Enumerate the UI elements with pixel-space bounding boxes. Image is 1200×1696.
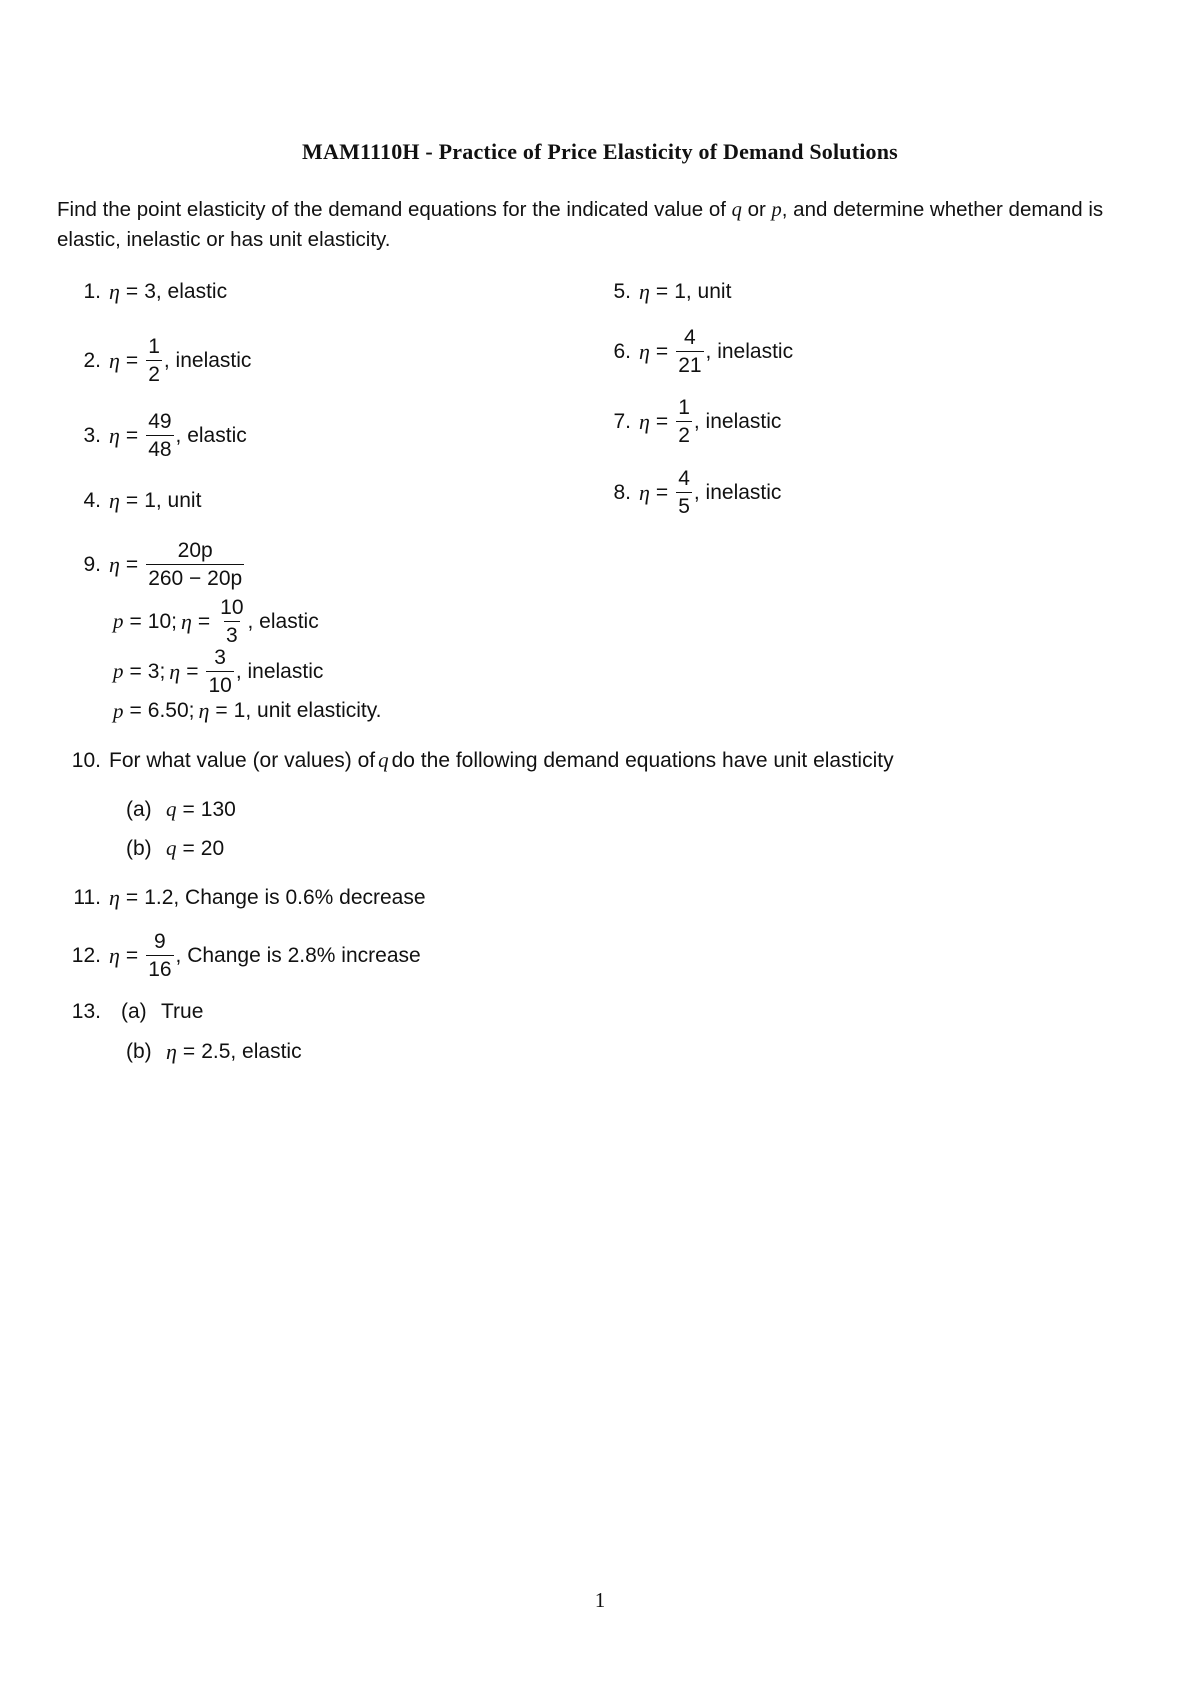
fraction <box>206 647 233 696</box>
answer-number: 11. <box>73 886 101 909</box>
answer-value: 2.5 <box>201 1040 231 1063</box>
fraction <box>218 597 245 646</box>
answer-number: 13. <box>71 1000 101 1023</box>
var-p: p <box>113 659 124 683</box>
eta-symbol: η <box>166 1039 177 1064</box>
answer-result: , Change is 0.6% decrease <box>173 886 426 909</box>
denominator: 48 <box>146 435 173 460</box>
p-value: 6.50; <box>147 699 195 722</box>
answer-13 <box>46 1000 203 1024</box>
sub-label: (b) <box>126 1040 152 1063</box>
numerator: 1 <box>148 335 160 358</box>
equals-sign: = <box>129 659 142 683</box>
denominator: 21 <box>676 351 703 376</box>
answer-result: , inelastic <box>693 480 782 504</box>
eta-symbol: η <box>180 608 192 634</box>
answer-result: , unit elasticity. <box>245 699 382 722</box>
numerator: 9 <box>154 930 166 953</box>
eta-symbol: η <box>109 347 120 373</box>
sub-label: (a) <box>121 1000 147 1023</box>
answer-result: , inelastic <box>705 339 794 363</box>
answer-value: 20 <box>200 836 225 860</box>
var-q: q <box>378 748 389 772</box>
var-p: p <box>113 698 124 723</box>
answer-value: 1 <box>233 699 246 722</box>
answer-number: 10. <box>71 748 101 772</box>
answer-value: 1.2 <box>144 886 174 909</box>
answer-value: 3 <box>144 280 156 303</box>
equals-sign: = <box>182 797 195 821</box>
p-value: 10; <box>147 609 177 633</box>
answer-10b <box>126 836 224 861</box>
answer-9-line-3 <box>113 698 382 724</box>
equals-sign: = <box>129 609 142 633</box>
answer-result: , Change is 2.8% increase <box>175 943 421 967</box>
answer-result: , elastic <box>230 1040 302 1063</box>
instructions-or: or <box>741 198 772 221</box>
var-p: p <box>771 199 782 221</box>
answer-number: 12. <box>71 943 101 967</box>
equals-sign: = <box>125 552 139 576</box>
answer-result: , unit <box>155 489 202 512</box>
answer-5 <box>587 279 731 305</box>
var-p: p <box>113 609 124 633</box>
question-text-2: do the following demand equations have unit elasticity <box>391 748 894 772</box>
denominator: 3 <box>224 621 240 646</box>
answer-result: , elastic <box>175 423 247 447</box>
answer-result: , inelastic <box>693 409 782 433</box>
answer-result: , elastic <box>247 609 319 633</box>
fraction <box>146 336 162 385</box>
answer-number: 1. <box>83 280 101 303</box>
eta-symbol: η <box>639 479 650 505</box>
fraction <box>146 540 244 589</box>
answer-6 <box>587 327 793 376</box>
instructions-text-1: Find the point elasticity of the demand equations for the indicated value of <box>57 198 732 221</box>
answer-4 <box>57 488 201 514</box>
answer-result: , inelastic <box>235 659 324 683</box>
instructions <box>57 195 1157 254</box>
equals-sign: = <box>197 609 211 633</box>
eta-symbol: η <box>109 885 120 910</box>
fraction <box>676 397 692 446</box>
equals-sign: = <box>125 943 139 967</box>
instructions-text-2: , and determine whether demand is elastic, inelastic or has unit elasticity. <box>57 198 1104 251</box>
numerator: 4 <box>684 326 696 349</box>
fraction <box>146 411 173 460</box>
equals-sign: = <box>125 886 139 909</box>
answer-10 <box>46 748 894 773</box>
answer-11 <box>46 885 426 911</box>
equals-sign: = <box>125 423 139 447</box>
var-q: q <box>166 836 177 860</box>
answer-value: 130 <box>200 797 236 821</box>
numerator: 1 <box>678 396 690 419</box>
fraction <box>146 931 173 980</box>
eta-symbol: η <box>639 338 650 364</box>
answer-1 <box>57 279 227 305</box>
answer-3 <box>57 411 247 460</box>
answer-number: 4. <box>83 489 101 512</box>
answer-10a <box>126 797 236 822</box>
equals-sign: = <box>129 699 142 722</box>
answer-text: True <box>161 1000 204 1023</box>
sub-label: (a) <box>126 797 152 821</box>
equals-sign: = <box>125 280 139 303</box>
answer-number: 5. <box>613 280 631 303</box>
equals-sign: = <box>215 699 228 722</box>
var-q: q <box>166 797 177 821</box>
equals-sign: = <box>125 348 139 372</box>
eta-symbol: η <box>109 488 120 513</box>
fraction <box>676 468 692 517</box>
numerator: 20p <box>177 539 213 562</box>
answer-7 <box>587 397 781 446</box>
equals-sign: = <box>655 480 669 504</box>
eta-symbol: η <box>109 422 120 448</box>
equals-sign: = <box>655 280 669 303</box>
denominator: 260 − 20p <box>146 564 244 589</box>
equals-sign: = <box>186 659 199 683</box>
equals-sign: = <box>125 489 139 512</box>
numerator: 4 <box>678 467 690 490</box>
eta-symbol: η <box>169 658 181 684</box>
equals-sign: = <box>182 836 195 860</box>
numerator: 3 <box>214 646 226 669</box>
answer-result: , elastic <box>155 280 228 303</box>
answer-number: 8. <box>613 480 631 504</box>
eta-symbol: η <box>639 408 650 434</box>
answer-9 <box>57 540 246 589</box>
answer-value: 1 <box>674 280 686 303</box>
answer-number: 2. <box>83 348 101 372</box>
denominator: 5 <box>676 492 692 517</box>
numerator: 49 <box>148 410 172 433</box>
answer-12 <box>46 931 421 980</box>
denominator: 16 <box>146 955 173 980</box>
answer-9-line-2 <box>113 647 323 696</box>
answer-2 <box>57 336 251 385</box>
eta-symbol: η <box>639 279 650 304</box>
answer-8 <box>587 468 781 517</box>
answer-value: 1 <box>144 489 156 512</box>
answer-number: 7. <box>613 409 631 433</box>
question-text: For what value (or values) of <box>109 748 376 772</box>
sub-label: (b) <box>126 836 152 860</box>
answer-result: , unit <box>685 280 732 303</box>
denominator: 2 <box>676 421 692 446</box>
equals-sign: = <box>655 409 669 433</box>
page-title: MAM1110H - Practice of Price Elasticity of Demand Solutions <box>302 139 898 164</box>
answer-9-line-1 <box>113 597 319 646</box>
equals-sign: = <box>655 339 669 363</box>
answer-number: 9. <box>83 552 101 576</box>
var-q: q <box>731 199 742 221</box>
denominator: 2 <box>146 360 162 385</box>
answer-13b <box>126 1039 302 1065</box>
page-number: 1 <box>594 1588 606 1612</box>
eta-symbol: η <box>109 551 120 577</box>
p-value: 3; <box>147 659 166 683</box>
answer-result: , inelastic <box>163 348 252 372</box>
numerator: 10 <box>220 596 244 619</box>
equals-sign: = <box>182 1040 196 1063</box>
eta-symbol: η <box>198 698 210 723</box>
fraction <box>676 327 703 376</box>
answer-number: 6. <box>613 339 631 363</box>
denominator: 10 <box>206 671 233 696</box>
answer-number: 3. <box>83 423 101 447</box>
eta-symbol: η <box>109 942 120 968</box>
eta-symbol: η <box>109 279 120 304</box>
